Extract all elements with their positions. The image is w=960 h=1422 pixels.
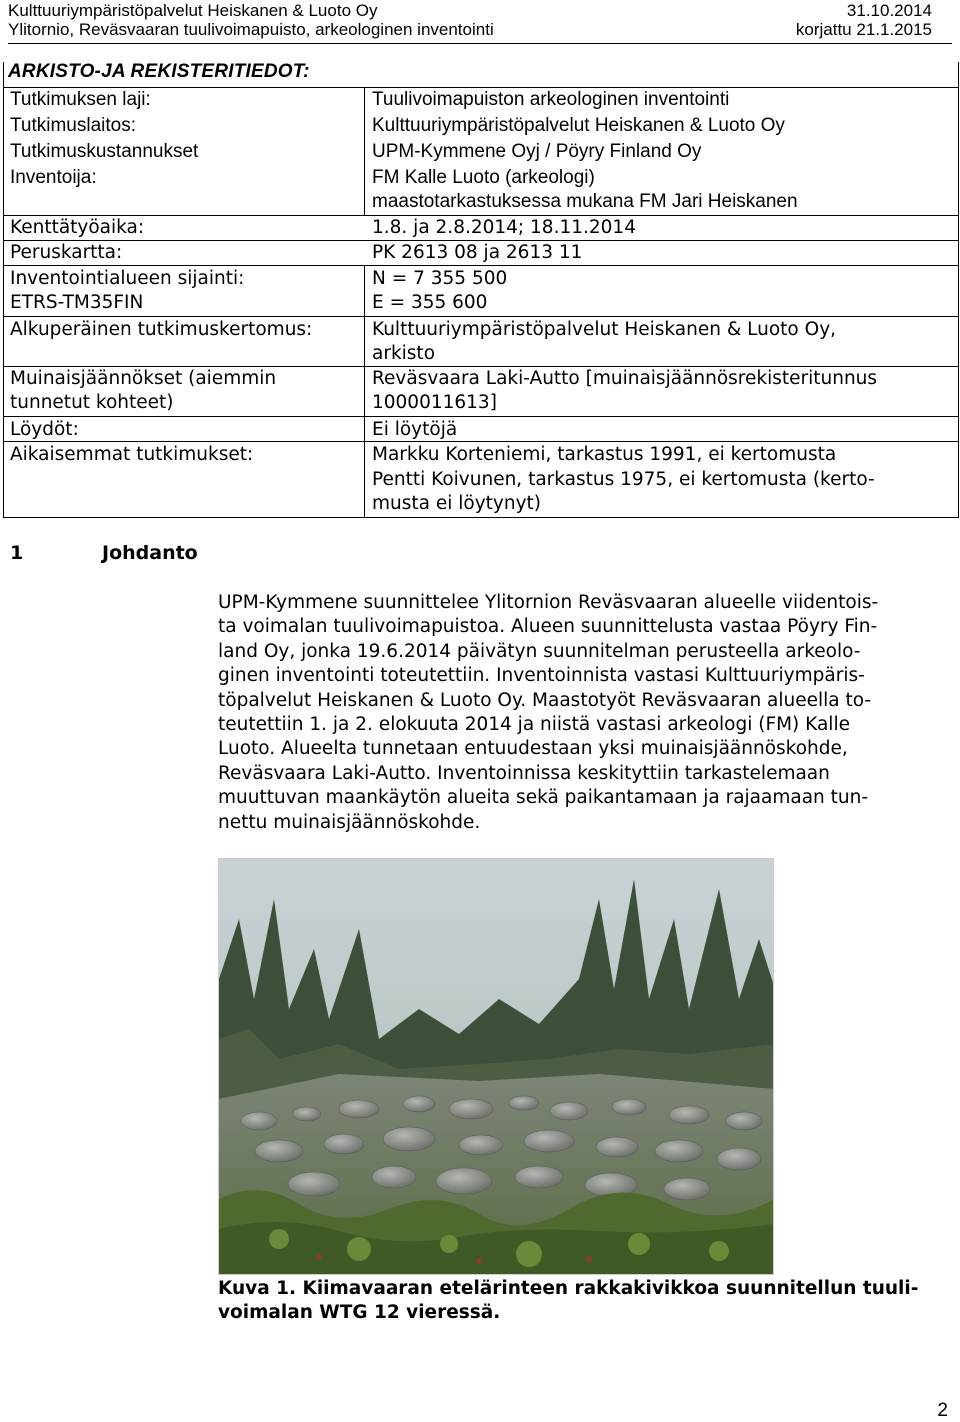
paragraph-line: Reväsvaara Laki-Autto. Inventoinnissa keskityttiin tarkastelemaan (218, 762, 830, 784)
intro-paragraph (218, 591, 960, 835)
meta-label: Inventoija: (10, 167, 97, 188)
paragraph-line: land Oy, jonka 19.6.2014 päivätyn suunnitelman perusteella arkeolo- (218, 640, 861, 662)
row-divider (4, 416, 958, 417)
header-revised: korjattu 21.1.2015 (795, 20, 932, 39)
section-title: Johdanto (102, 542, 198, 564)
header-project: Ylitornio, Reväsvaaran tuulivoimapuisto, arkeologinen inventointi (8, 20, 494, 39)
column-divider (364, 265, 365, 518)
meta-value: N = 7 355 500 (372, 268, 508, 289)
page-number: 2 (937, 1400, 948, 1421)
header-org: Kulttuuriympäristöpalvelut Heiskanen & Luoto Oy (8, 1, 378, 20)
meta-value: Ei löytöjä (372, 419, 458, 440)
meta-value: Markku Korteniemi, tarkastus 1991, ei kertomusta (372, 444, 837, 465)
paragraph-line: muuttuvan maankäytön alueita sekä paikantamaan ja rajaamaan tun- (218, 787, 869, 809)
meta-label: Peruskartta: (10, 242, 123, 263)
section-number: 1 (10, 542, 24, 564)
meta-label: Tutkimuslaitos: (10, 115, 136, 136)
figure-caption (218, 1277, 938, 1325)
meta-value: arkisto (372, 343, 436, 364)
header-date: 31.10.2014 (846, 1, 932, 20)
paragraph-line: Luoto. Alueelta tunnetaan entuudestaan yksi muinaisjäännöskohde, (218, 738, 848, 760)
header-rule (8, 43, 952, 44)
paragraph-line: teutettiin 1. ja 2. elokuuta 2014 ja niistä vastasi arkeologi (FM) Kalle (218, 714, 850, 736)
meta-value: UPM-Kymmene Oyj / Pöyry Finland Oy (372, 141, 702, 162)
paragraph-line: töpalvelut Heiskanen & Luoto Oy. Maastotyöt Reväsvaaran alueella to- (218, 689, 872, 711)
meta-label: Kenttätyöaika: (10, 217, 145, 238)
caption-line: voimalan WTG 12 vieressä. (218, 1302, 501, 1323)
field-photo (218, 858, 774, 1275)
meta-value: 1000011613] (372, 392, 497, 413)
meta-label: Inventointialueen sijainti: (10, 268, 245, 289)
row-divider (4, 316, 958, 317)
column-divider (364, 87, 365, 215)
meta-label: tunnetut kohteet) (10, 392, 174, 413)
meta-value: FM Kalle Luoto (arkeologi) (372, 167, 595, 188)
paragraph-line: nettu muinaisjäännöskohde. (218, 811, 481, 833)
meta-value: Kulttuuriympäristöpalvelut Heiskanen & Luoto Oy (372, 115, 785, 136)
boulder-field-photo (219, 859, 774, 1275)
paragraph-line: ta voimalan tuulivoimapuistoa. Alueen suunnittelusta vastaa Pöyry Fin- (218, 616, 878, 638)
paragraph-line: UPM-Kymmene suunnittelee Ylitornion Reväsvaaran alueelle viidentois- (218, 592, 879, 613)
meta-label: Alkuperäinen tutkimuskertomus: (10, 319, 313, 340)
meta-value: Kulttuuriympäristöpalvelut Heiskanen & Luoto Oy, (372, 319, 837, 340)
row-divider (4, 441, 958, 442)
meta-label: Muinaisjäännökset (aiemmin (10, 368, 277, 389)
meta-label: ETRS-TM35FIN (10, 292, 144, 313)
meta-label: Aikaisemmat tutkimukset: (10, 444, 254, 465)
meta-label: Tutkimuksen laji: (10, 89, 151, 110)
meta-value: maastotarkastuksessa mukana FM Jari Heiskanen (372, 191, 798, 212)
caption-line: Kuva 1. Kiimavaaran etelärinteen rakkakivikkoa suunnitellun tuuli- (218, 1278, 919, 1299)
meta-title: ARKISTO-JA REKISTERITIEDOT: (8, 61, 310, 82)
meta-value: Tuulivoimapuiston arkeologinen inventointi (372, 89, 730, 110)
meta-value: Reväsvaara Laki-Autto [muinaisjäännösrekisteritunnus (372, 368, 878, 389)
meta-value: PK 2613 08 ja 2613 11 (372, 242, 583, 263)
paragraph-line: ginen inventointi toteutettiin. Inventoinnista vastasi Kulttuuriympäris- (218, 665, 865, 687)
meta-value: Pentti Koivunen, tarkastus 1975, ei kertomusta (kerto- (372, 469, 875, 490)
row-divider (4, 265, 958, 266)
meta-value: 1.8. ja 2.8.2014; 18.11.2014 (372, 217, 636, 238)
meta-label: Tutkimuskustannukset (10, 141, 199, 162)
meta-value: musta ei löytynyt) (372, 493, 542, 514)
meta-label: Löydöt: (10, 419, 79, 440)
page-header (8, 0, 932, 42)
meta-value: E = 355 600 (372, 292, 488, 313)
